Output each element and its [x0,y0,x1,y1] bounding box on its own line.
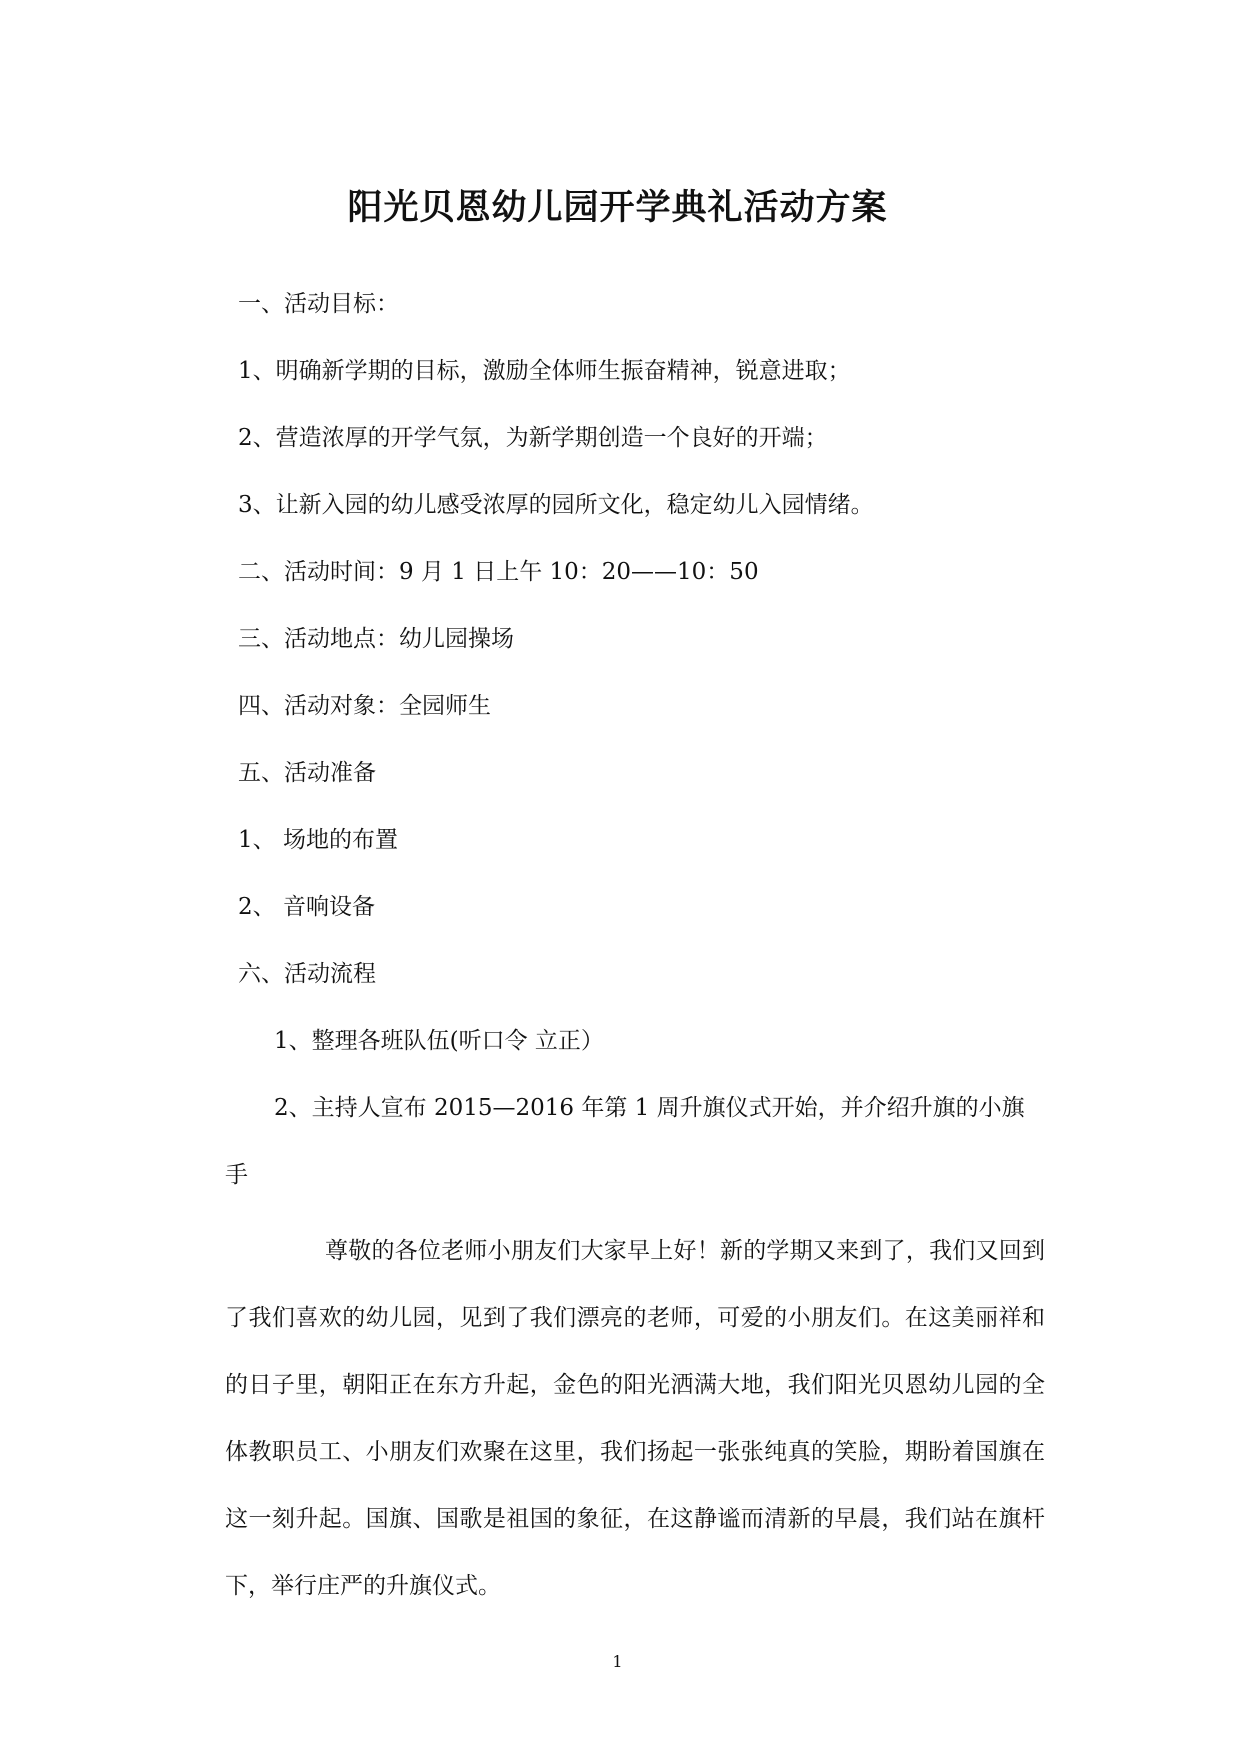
goal-item-2: 2、营造浓厚的开学气氛，为新学期创造一个良好的开端； [238,425,828,451]
goal-item-1: 1、明确新学期的目标，激励全体师生振奋精神，锐意进取； [238,358,851,384]
section-heading-preparation: 五、活动准备 [238,760,376,786]
process-item-1: 1、整理各班队伍(听口令 立正） [274,1028,604,1054]
section-heading-goals: 一、活动目标： [238,291,399,317]
page-number: 1 [612,1652,623,1671]
process-item-2-continuation: 手 [225,1162,248,1188]
preparation-item-1: 1、 场地的布置 [238,827,398,853]
process-item-2: 2、主持人宣布 2015—2016 年第 1 周升旗仪式开始，并介绍升旗的小旗 [274,1095,1025,1121]
goal-item-3: 3、让新入园的幼儿感受浓厚的园所文化，稳定幼儿入园情绪。 [238,492,874,518]
speech-paragraph: 尊敬的各位老师小朋友们大家早上好！新的学期又来到了，我们又回到了我们喜欢的幼儿园，见到了我们漂亮的老师，可爱的小朋友们。在这美丽祥和的日子里，朝阳正在东方升起，金色的阳光洒满大地，我们阳光贝恩幼儿园的全体教职员工、小朋友们欢聚在这里，我们扬起一张张纯真的笑脸，期盼着国旗在这一刻升起。国旗、国歌是祖国的象征，在这静谧而清新的早晨，我们站在旗杆下，举行庄严的升旗仪式。 [225,1238,1045,1599]
section-heading-location: 三、活动地点：幼儿园操场 [238,626,514,652]
section-heading-process: 六、活动流程 [238,961,376,987]
preparation-item-2: 2、 音响设备 [238,894,375,920]
section-heading-time: 二、活动时间：9 月 1 日上午 10：20——10：50 [238,559,759,585]
document-title: 阳光贝恩幼儿园开学典礼活动方案 [347,188,888,228]
section-heading-audience: 四、活动对象：全园师生 [238,693,491,719]
